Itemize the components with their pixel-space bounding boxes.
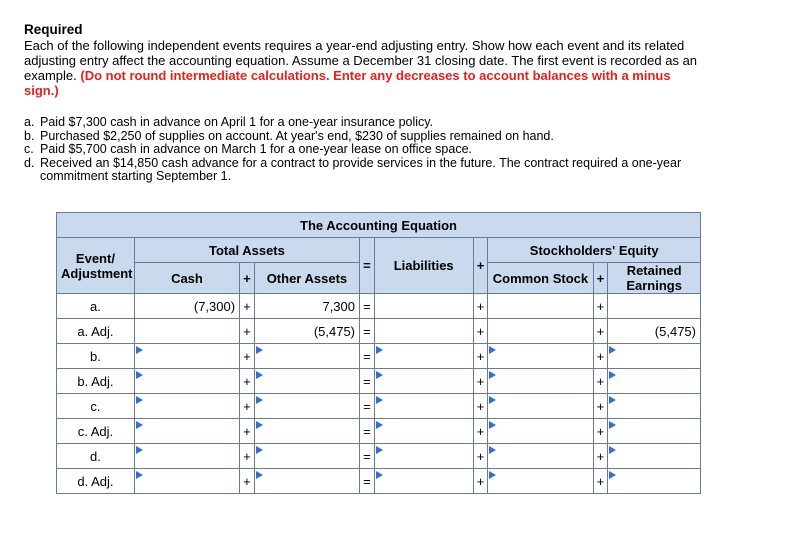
common-stock-cell [488, 294, 593, 319]
retained-earnings-cell [608, 294, 701, 319]
event-text: Paid $7,300 cash in advance on April 1 for a one-year insurance policy. [40, 115, 434, 129]
table-row [57, 444, 701, 469]
table-row [57, 344, 701, 369]
retained-earnings-header: Retained Earnings [608, 263, 701, 294]
other-assets-input[interactable] [254, 369, 359, 394]
table-title: The Accounting Equation [57, 213, 701, 238]
common-stock-input[interactable] [488, 369, 593, 394]
liabilities-input[interactable] [374, 419, 473, 444]
equals-sign: = [360, 369, 375, 394]
plus-sign: + [473, 419, 488, 444]
plus-sign: + [593, 344, 608, 369]
cash-input[interactable] [134, 394, 239, 419]
plus-sign: + [473, 394, 488, 419]
event-cell: c. Adj. [57, 419, 135, 444]
common-stock-header: Common Stock [488, 263, 593, 294]
common-stock-input[interactable] [488, 444, 593, 469]
event-cell: a. [57, 294, 135, 319]
instructions-warning: (Do not round intermediate calculations. Enter any decreases to account balances with a minus sign.) [24, 68, 671, 98]
plus-sign: + [240, 344, 255, 369]
plus-sign: + [593, 444, 608, 469]
table-row [57, 394, 701, 419]
liabilities-input[interactable] [374, 394, 473, 419]
other-assets-header: Other Assets [254, 263, 359, 294]
event-item [24, 143, 724, 157]
plus-sign: + [240, 294, 255, 319]
plus-sign: + [240, 263, 255, 294]
other-assets-input[interactable] [254, 469, 359, 494]
plus-sign: + [473, 444, 488, 469]
other-assets-input[interactable] [254, 394, 359, 419]
event-cell: d. [57, 444, 135, 469]
plus-sign: + [593, 369, 608, 394]
event-text: Paid $5,700 cash in advance on March 1 for a one-year lease on office space. [40, 142, 472, 156]
liabilities-input[interactable] [374, 444, 473, 469]
cash-cell [134, 319, 239, 344]
plus-sign: + [593, 469, 608, 494]
retained-earnings-input[interactable] [608, 369, 701, 394]
cash-header: Cash [134, 263, 239, 294]
equals-sign: = [360, 238, 375, 294]
retained-earnings-cell: (5,475) [608, 319, 701, 344]
cash-input[interactable] [134, 419, 239, 444]
event-list [24, 116, 724, 184]
plus-sign: + [240, 319, 255, 344]
liabilities-header: Liabilities [374, 238, 473, 294]
equals-sign: = [360, 469, 375, 494]
event-cell: c. [57, 394, 135, 419]
equals-sign: = [360, 294, 375, 319]
retained-earnings-input[interactable] [608, 444, 701, 469]
other-assets-cell: (5,475) [254, 319, 359, 344]
liabilities-input[interactable] [374, 369, 473, 394]
plus-sign: + [593, 319, 608, 344]
event-item [24, 130, 724, 144]
plus-sign: + [240, 469, 255, 494]
plus-sign: + [473, 344, 488, 369]
event-cell: d. Adj. [57, 469, 135, 494]
plus-sign: + [240, 394, 255, 419]
common-stock-input[interactable] [488, 469, 593, 494]
liabilities-cell [374, 294, 473, 319]
cash-input[interactable] [134, 469, 239, 494]
equals-sign: = [360, 394, 375, 419]
table-row [57, 469, 701, 494]
liabilities-input[interactable] [374, 344, 473, 369]
other-assets-input[interactable] [254, 344, 359, 369]
equals-sign: = [360, 444, 375, 469]
retained-earnings-input[interactable] [608, 469, 701, 494]
plus-sign: + [473, 294, 488, 319]
cash-input[interactable] [134, 444, 239, 469]
event-item [24, 116, 724, 130]
plus-sign: + [473, 238, 488, 294]
table-row [57, 369, 701, 394]
liabilities-cell [374, 319, 473, 344]
equals-sign: = [360, 319, 375, 344]
event-label: a. [24, 115, 35, 129]
event-label: d. [24, 155, 35, 170]
common-stock-input[interactable] [488, 419, 593, 444]
event-cell: b. Adj. [57, 369, 135, 394]
instructions [24, 38, 704, 98]
event-text: Purchased $2,250 of supplies on account. At year's end, $230 of supplies remained on hand. [40, 128, 554, 143]
plus-sign: + [593, 394, 608, 419]
retained-earnings-input[interactable] [608, 394, 701, 419]
event-label: b. [24, 128, 35, 143]
retained-earnings-input[interactable] [608, 344, 701, 369]
other-assets-input[interactable] [254, 444, 359, 469]
plus-sign: + [473, 469, 488, 494]
table-row [57, 294, 701, 319]
stockholders-equity-header: Stockholders' Equity [488, 238, 701, 263]
table-row [57, 419, 701, 444]
instructions-text: Each of the following independent events requires a year-end adjusting entry. Show how each event and its related adjusting entry affect the accounting equation. Assume a December 31 closing date. The first event is recorded as an example. [24, 38, 698, 83]
other-assets-cell: 7,300 [254, 294, 359, 319]
plus-sign: + [593, 294, 608, 319]
plus-sign: + [240, 419, 255, 444]
event-label: c. [24, 142, 34, 156]
cash-input[interactable] [134, 369, 239, 394]
event-cell: a. Adj. [57, 319, 135, 344]
equals-sign: = [360, 344, 375, 369]
plus-sign: + [593, 419, 608, 444]
cash-cell: (7,300) [134, 294, 239, 319]
common-stock-cell [488, 319, 593, 344]
event-cell: b. [57, 344, 135, 369]
total-assets-header: Total Assets [134, 238, 359, 263]
retained-earnings-input[interactable] [608, 419, 701, 444]
plus-sign: + [240, 444, 255, 469]
event-item [24, 157, 724, 184]
common-stock-input[interactable] [488, 344, 593, 369]
plus-sign: + [593, 263, 608, 294]
event-column-header: Event/ Adjustment [57, 238, 135, 294]
plus-sign: + [473, 319, 488, 344]
equals-sign: = [360, 419, 375, 444]
plus-sign: + [240, 369, 255, 394]
table-row [57, 319, 701, 344]
accounting-equation-table [56, 212, 701, 494]
required-heading: Required [24, 22, 83, 37]
common-stock-input[interactable] [488, 394, 593, 419]
liabilities-input[interactable] [374, 469, 473, 494]
cash-input[interactable] [134, 344, 239, 369]
other-assets-input[interactable] [254, 419, 359, 444]
event-text: Received an $14,850 cash advance for a contract to provide services in the future. The contract required a one-year commitment starting September 1. [40, 155, 682, 183]
plus-sign: + [473, 369, 488, 394]
